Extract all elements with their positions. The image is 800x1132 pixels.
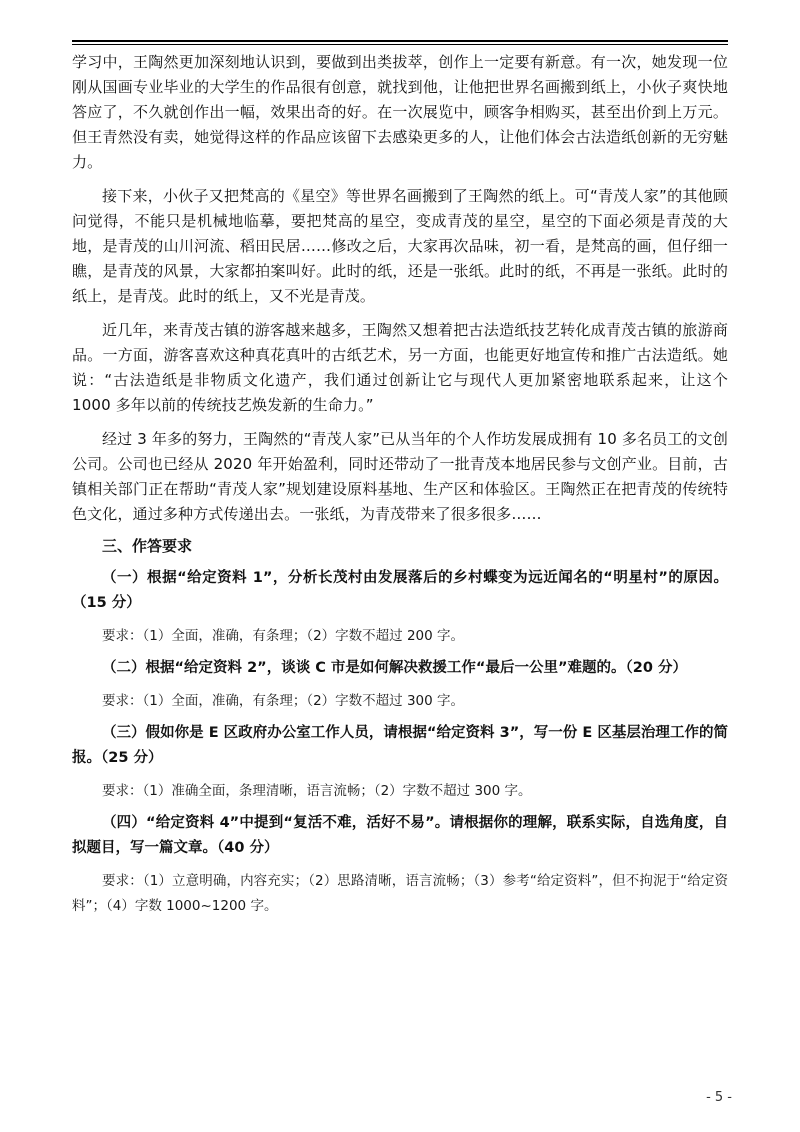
paragraph-3: 近几年，来青茂古镇的游客越来越多，王陶然又想着把古法造纸技艺转化成青茂古镇的旅游商品。一方面，游客喜欢这种真花真叶的古纸艺术，另一方面，也能更好地宣传和推广古法造纸。她说：“古法造纸是非物质文化遗产，我们通过创新让它与现代人更加紧密地联系起来，让这个 1000 多年以前的传统技艺焕发新的生命力。”: [72, 321, 728, 414]
header-rule-thin: [72, 44, 728, 45]
paragraph-2: 接下来，小伙子又把梵高的《星空》等世界名画搬到了王陶然的纸上。可“青茂人家”的其他顾问觉得，不能只是机械地临摹，要把梵高的星空，变成青茂的星空，星空的下面必须是青茂的大地，是青茂的山川河流、稻田民居……修改之后，大家再次品味，初一看，是梵高的画，但仔细一瞧，是青茂的风景，大家都拍案叫好。此时的纸，还是一张纸。此时的纸，不再是一张纸。此时的纸上，是青茂。此时的纸上，又不光是青茂。: [72, 187, 728, 305]
paragraph-4: 经过 3 年多的努力，王陶然的“青茂人家”已从当年的个人作坊发展成拥有 10 多名员工的文创公司。公司也已经从 2020 年开始盈利，同时还带动了一批青茂本地居民参与文创产业。目前，古镇相关部门正在帮助“青茂人家”规划建设原料基地、生产区和体验区。王陶然正在把青茂的传统特色文化，通过多种方式传递出去。一张纸，为青茂带来了很多很多……: [72, 430, 728, 523]
question-1-requirement: 要求：（1）全面，准确，有条理；（2）字数不超过 200 字。: [102, 628, 465, 644]
section-title: 三、作答要求: [102, 537, 193, 555]
question-3-prompt: （三）假如你是 E 区政府办公室工作人员，请根据“给定资料 3”，写一份 E 区基层治理工作的简报。（25 分）: [72, 725, 728, 766]
question-4-prompt: （四）“给定资料 4”中提到“复活不难，活好不易”。请根据你的理解，联系实际，自选角度，自拟题目，写一篇文章。（40 分）: [72, 815, 728, 856]
document-body: [72, 50, 728, 919]
paragraph-1: 学习中，王陶然更加深刻地认识到，要做到出类拔萃，创作上一定要有新意。有一次，她发现一位刚从国画专业毕业的大学生的作品很有创意，就找到他，让他把世界名画搬到纸上，小伙子爽快地答应了，不久就创作出一幅，效果出奇的好。在一次展览中，顾客争相购买，甚至出价到上万元。但王青然没有卖，她觉得这样的作品应该留下去感染更多的人，让他们体会古法造纸创新的无穷魅力。: [72, 53, 728, 171]
question-1-prompt: （一）根据“给定资料 1”，分析长茂村由发展落后的乡村蝶变为远近闻名的“明星村”的原因。（15 分）: [72, 570, 728, 611]
question-4-requirement: 要求：（1）立意明确，内容充实；（2）思路清晰，语言流畅；（3）参考“给定资料”，但不拘泥于“给定资料”；（4）字数 1000~1200 字。: [72, 873, 728, 914]
question-3-requirement: 要求：（1）准确全面，条理清晰，语言流畅；（2）字数不超过 300 字。: [102, 783, 532, 799]
question-2-prompt: （二）根据“给定资料 2”，谈谈 C 市是如何解决救援工作“最后一公里”难题的。（20 分）: [102, 660, 687, 676]
header-rule: [72, 40, 728, 42]
page-number: - 5 -: [706, 1090, 732, 1105]
question-2-requirement: 要求：（1）全面，准确，有条理；（2）字数不超过 300 字。: [102, 693, 465, 709]
